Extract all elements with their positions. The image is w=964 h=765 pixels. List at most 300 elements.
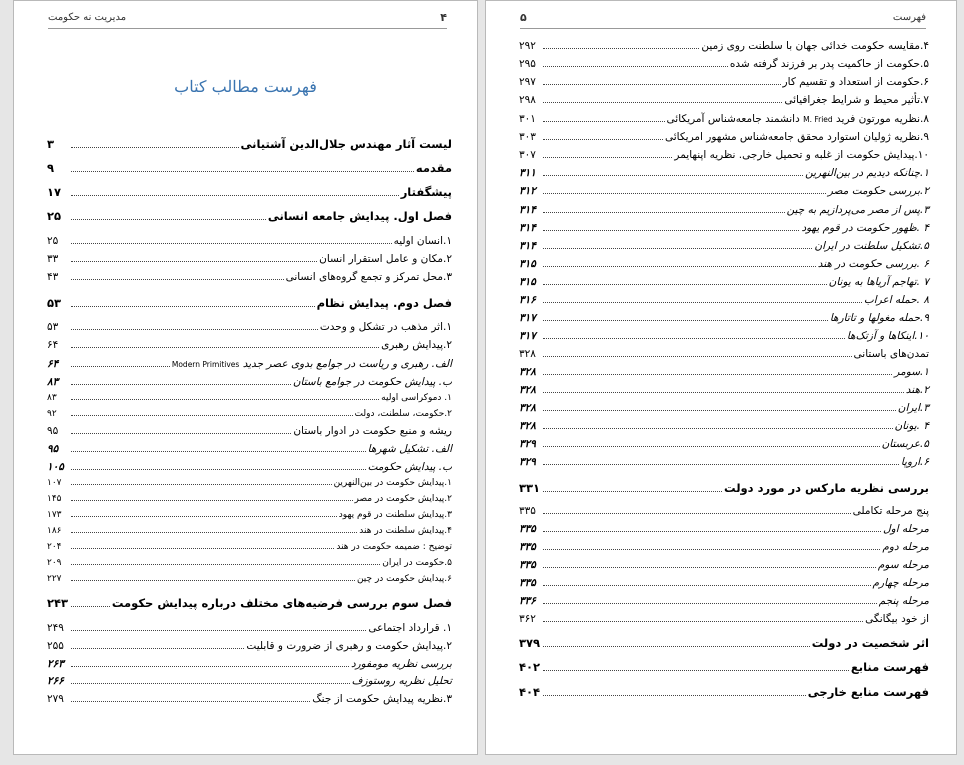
toc-entry-label [828, 184, 929, 198]
toc-entry [519, 612, 929, 626]
toc-entry [47, 596, 452, 610]
toc-entry-page: ۳۲۸ [519, 348, 536, 360]
toc-entry [47, 639, 452, 653]
toc-entry-title: ۵.تشکیل سلطنت در ایران [814, 240, 929, 252]
toc-entry [519, 347, 929, 361]
toc-entry-label [724, 481, 929, 495]
right-page [485, 0, 957, 755]
dot-leader [543, 320, 828, 321]
dot-leader [71, 630, 366, 631]
toc-entry-title: ۱.سومر [894, 366, 929, 378]
dot-leader [71, 683, 350, 684]
dot-leader [71, 433, 291, 434]
toc-entry-page: ۳۳۶ [519, 595, 536, 607]
toc-entry [47, 270, 452, 284]
toc-entry-title: ۴ .ظهور حکومت در قوم یهود [801, 222, 929, 234]
dot-leader [71, 366, 170, 367]
dot-leader [543, 549, 880, 550]
toc-entry-title: ۹.حمله مغولها و تاتارها [829, 312, 929, 324]
toc-entry-page: ۸۳ [47, 376, 59, 388]
toc-entry-page: ۵۳ [47, 321, 59, 333]
toc-entry-title: ب. پیدایش حکومت [367, 461, 452, 473]
toc-entry-label [339, 508, 452, 522]
dot-leader [543, 392, 904, 393]
dot-leader [543, 139, 663, 140]
toc-entry-title: بررسی نظریه مارکس در مورد دولت [724, 481, 929, 495]
toc-entry-title: ۳.محل تمرکز و تجمع گروه‌های انسانی [285, 271, 452, 283]
toc-entry [47, 674, 452, 688]
dot-leader [543, 193, 826, 194]
toc-entry-label [382, 556, 452, 570]
toc-entry [519, 576, 929, 590]
toc-entry-label [357, 572, 452, 586]
toc-entry-page: ۲۴۹ [47, 622, 64, 634]
toc-entry-title: ۱.انسان اولیه [393, 235, 452, 247]
toc-entry-label [246, 639, 452, 653]
toc-entry [519, 522, 929, 536]
toc-entry-title: ۲.هند [905, 384, 929, 396]
toc-entry-title: ۱۰.اینکاها و آزتک‌ها [846, 330, 929, 342]
toc-entry-label [853, 504, 929, 518]
toc-entry-title: ۱.چنانکه دیدیم در بین‌النهرین [805, 167, 929, 179]
toc-entry-label [830, 311, 929, 325]
toc-entry-page: ۱۷ [47, 185, 62, 199]
toc-entry-page: ۲۹۷ [519, 76, 536, 88]
toc-entry-label [665, 130, 929, 144]
toc-entry [519, 112, 929, 127]
toc-entry-page: ۹۲ [47, 409, 57, 419]
toc-entry-label [268, 209, 452, 223]
toc-entry-label [873, 576, 929, 590]
toc-entry [519, 594, 929, 608]
dot-leader [71, 219, 266, 220]
toc-entry-label [312, 692, 452, 706]
toc-entry-label [381, 338, 452, 352]
toc-entry [519, 540, 929, 554]
dot-leader [543, 695, 806, 696]
page-number: ۵ [520, 11, 527, 24]
toc-entry-page: ۳۶۲ [519, 613, 536, 625]
dot-leader [543, 284, 827, 285]
toc-entry-label [293, 375, 452, 389]
dot-leader [71, 347, 379, 348]
toc-entry-title: مرحله پنجم [878, 595, 929, 607]
toc-entry-title: ۲.بررسی حکومت مصر [827, 185, 929, 197]
toc-entry [519, 166, 929, 180]
toc-entry-label [355, 492, 453, 506]
toc-entry-title: اثر شخصیت در دولت [811, 636, 929, 650]
toc-entry-page: ۳۳۱ [519, 481, 541, 495]
toc-entry-label [416, 161, 452, 175]
toc-entry [47, 460, 452, 474]
toc-entry-page: ۹۵ [47, 425, 59, 437]
toc-entry-title: ۴.پیدایش سلطنت در هند [359, 526, 452, 536]
toc-entry-page: ۳۱۲ [519, 185, 536, 197]
toc-entry-page: ۹ [47, 161, 55, 175]
toc-entry-page: ۲۰۹ [47, 558, 62, 568]
toc-entry [47, 621, 452, 635]
toc-entry-title: ۶ .بررسی حکومت در هند [817, 258, 929, 270]
toc-entry-label [112, 596, 452, 610]
toc-entry [47, 161, 452, 175]
toc-entry-title: ۱.اثر مذهب در تشکل و وحدت [319, 321, 452, 333]
dot-leader [543, 410, 896, 411]
dot-leader [543, 531, 881, 532]
toc-entry-page: ۳۷۹ [519, 636, 541, 650]
toc-entry-title: ۳.پس از مصر می‌پردازیم به چین [786, 204, 929, 216]
toc-entry-page: ۲۵ [47, 235, 59, 247]
toc-entry-label [172, 357, 452, 372]
toc-entry-title: ۸.نظریه مورتون فرید [836, 113, 929, 125]
toc-entry [47, 657, 452, 671]
toc-entry [519, 203, 929, 217]
toc-entry-title: تمدن‌های باستانی [853, 348, 929, 360]
dot-leader [543, 356, 852, 357]
toc-entry [519, 39, 929, 53]
toc-entry-page: ۳۳ [47, 253, 59, 265]
toc-entry [519, 636, 929, 650]
toc-entry [47, 391, 452, 405]
toc-entry-title: ۵.حکومت از حاکمیت پدر بر فرزند گرفته شده [729, 58, 929, 70]
toc-entry [47, 424, 452, 438]
toc-entry-page: ۶۴ [47, 358, 59, 370]
toc-entry [47, 338, 452, 352]
toc-entry [519, 257, 929, 271]
dot-leader [543, 585, 871, 586]
toc-entry-label [851, 660, 929, 674]
running-head: فهرست [892, 12, 926, 23]
dot-leader [543, 66, 728, 67]
toc-entry-title: مرحله چهارم [872, 577, 929, 589]
toc-entry [519, 660, 929, 674]
toc-entry-label [879, 594, 929, 608]
toc-entry-title: ۳.پیدایش سلطنت در قوم یهود [338, 510, 452, 520]
dot-leader [543, 374, 892, 375]
toc-entry-title: ۷ .تهاجم آریاها به یونان [828, 276, 929, 288]
toc-entry-page: ۳۲۹ [519, 456, 536, 468]
toc-entry [47, 320, 452, 334]
dot-leader [71, 548, 334, 549]
toc-entry-page: ۳۱۶ [519, 294, 536, 306]
toc-entry-page: ۳۳۵ [519, 523, 536, 535]
toc-entry-title: توضیح : ضمیمه حکومت در هند [336, 542, 452, 552]
toc-entry-title-cont: دانشمند جامعه‌شناس آمریکائی [666, 113, 800, 125]
toc-entry-page: ۳۱۷ [519, 312, 536, 324]
toc-entry-title: ۱۰.پیدایش حکومت از غلبه و تحمیل خارجی. نظریه اپنهایمر [674, 149, 929, 161]
toc-entry-label [319, 252, 452, 266]
toc-entry [519, 130, 929, 144]
toc-entry-title: ۶.پیدایش حکومت در چین [356, 574, 452, 584]
dot-leader [543, 464, 899, 465]
toc-entry [47, 209, 452, 223]
dot-leader [543, 157, 672, 158]
toc-entry-page: ۲۰۴ [47, 542, 62, 552]
dot-leader [71, 580, 355, 581]
dot-leader [543, 621, 863, 622]
toc-entry-page: ۲۵۵ [47, 640, 64, 652]
toc-entry-page: ۲۹۲ [519, 40, 536, 52]
dot-leader [71, 606, 110, 607]
toc-entry-label [317, 296, 452, 310]
dot-leader [71, 399, 379, 400]
toc-entry-label [334, 476, 452, 490]
toc-entry-page: ۶۴ [47, 339, 59, 351]
toc-entry [519, 57, 929, 71]
dot-leader [71, 516, 337, 517]
toc-entry-label [808, 685, 929, 699]
toc-entry [47, 442, 452, 456]
toc-entry-label [730, 57, 929, 71]
toc-entry-label [847, 329, 929, 343]
dot-leader [543, 670, 849, 671]
toc-entry [519, 148, 929, 162]
toc-entry-label [336, 540, 452, 554]
toc-entry-page: ۲۹۵ [519, 58, 536, 70]
toc-entry-latin: Modern Primitives [171, 360, 240, 369]
toc-entry-label [801, 221, 929, 235]
toc-entry-title: مقدمه [415, 161, 452, 175]
toc-entry-title: ۸ .حمله اعراب [863, 294, 929, 306]
page-title: فهرست مطالب کتاب [174, 77, 317, 96]
toc-entry [519, 311, 929, 325]
toc-entry [519, 221, 929, 235]
toc-entry-page: ۳۲۸ [519, 366, 536, 378]
toc-entry-label [895, 419, 930, 433]
toc-list [486, 1, 956, 754]
toc-entry-page: ۳۲۸ [519, 402, 536, 414]
toc-entry-label [878, 558, 929, 572]
toc-entry [519, 329, 929, 343]
toc-entry-title: ۱. دموکراسی اولیه [381, 393, 452, 403]
toc-entry-label [901, 455, 929, 469]
toc-entry-title: مرحله اول [883, 523, 929, 535]
toc-entry-title: ۶.حکومت از استعداد و تقسیم کار [782, 76, 929, 88]
dot-leader [71, 666, 349, 667]
toc-entry [519, 401, 929, 415]
dot-leader [71, 279, 284, 280]
toc-entry [519, 419, 929, 433]
toc-entry-title: ۲.پیدایش حکومت و رهبری از ضرورت و قابلیت [246, 640, 452, 652]
toc-entry-label [368, 460, 452, 474]
toc-entry-page: ۳۱۵ [519, 276, 536, 288]
toc-entry-title: ۴ .یونان [894, 420, 929, 432]
toc-entry-title: ۲.مکان و عامل استقرار انسان [319, 253, 452, 265]
toc-entry-title: فصل اول. پیدایش جامعه انسانی [267, 209, 452, 223]
toc-entry-title: لیست آثار مهندس جلال‌الدین آشتیانی [240, 137, 452, 151]
toc-entry-title: فصل سوم بررسی فرضیه‌های مختلف درباره پیدایش حکومت [111, 596, 452, 610]
dot-leader [71, 261, 317, 262]
toc-entry-title: تحلیل نظریه روستوزف [351, 675, 452, 687]
toc-list [14, 1, 477, 754]
dot-leader [71, 500, 353, 501]
toc-entry-label [883, 522, 929, 536]
toc-entry [47, 234, 452, 248]
toc-entry-label [355, 407, 452, 421]
toc-entry-page: ۱۰۵ [47, 461, 64, 473]
toc-entry [47, 185, 452, 199]
dot-leader [71, 415, 353, 416]
toc-entry-page: ۱۷۳ [47, 510, 62, 520]
toc-entry [47, 137, 452, 151]
toc-entry-page: ۸۳ [47, 393, 57, 403]
toc-entry-title: ۴.مقایسه حکومت خدائی جهان با سلطنت روی زمین [701, 40, 929, 52]
toc-entry-page: ۳۲۸ [519, 420, 536, 432]
toc-entry-title: از خود بیگانگی [865, 613, 929, 625]
left-page [13, 0, 478, 755]
toc-entry-title: ریشه و منبع حکومت در ادوار باستان [293, 425, 452, 437]
dot-leader [543, 603, 877, 604]
toc-entry [47, 556, 452, 570]
dot-leader [71, 701, 310, 702]
toc-entry-page: ۱۰۷ [47, 478, 62, 488]
toc-entry-label [320, 320, 452, 334]
toc-entry-page: ۳۳۵ [519, 577, 536, 589]
dot-leader [71, 243, 392, 244]
toc-entry-page: ۴۰۴ [519, 685, 541, 699]
dot-leader [71, 648, 244, 649]
toc-entry-title: ۱. قرارداد اجتماعی [368, 622, 452, 634]
toc-entry [519, 365, 929, 379]
toc-entry [519, 75, 929, 89]
toc-entry-label [906, 383, 929, 397]
toc-entry-title: الف. تشکیل شهرها [367, 443, 452, 455]
toc-entry [519, 293, 929, 307]
toc-entry-label [894, 365, 929, 379]
toc-entry [519, 685, 929, 699]
dot-leader [543, 646, 810, 647]
toc-entry-label [351, 657, 452, 671]
dot-leader [543, 212, 785, 213]
dot-leader [543, 248, 812, 249]
dot-leader [543, 513, 851, 514]
dot-leader [543, 175, 803, 176]
dot-leader [71, 384, 291, 385]
toc-entry-title: ۵.حکومت در ایران [382, 558, 452, 568]
toc-entry [519, 504, 929, 518]
dot-leader [71, 451, 366, 452]
toc-entry-title: مرحله سوم [877, 559, 929, 571]
toc-entry-page: ۳۱۴ [519, 204, 536, 216]
dot-leader [71, 564, 380, 565]
dot-leader [71, 195, 399, 196]
dot-leader [543, 230, 799, 231]
toc-entry [47, 476, 452, 490]
toc-entry-page: ۲۵ [47, 209, 62, 223]
toc-entry-title: فهرست منابع خارجی [807, 685, 929, 699]
toc-entry-page: ۳۳۵ [519, 541, 536, 553]
dot-leader [543, 121, 665, 122]
toc-entry [47, 492, 452, 506]
toc-entry-page: ۳۳۵ [519, 505, 536, 517]
toc-entry [519, 93, 929, 107]
toc-entry-label [865, 612, 929, 626]
toc-entry-title: ۳.ایران [897, 402, 929, 414]
toc-entry-page: ۳۰۷ [519, 149, 536, 161]
toc-entry-page: ۲۷۹ [47, 693, 64, 705]
toc-entry-label [783, 75, 929, 89]
dot-leader [543, 302, 862, 303]
toc-entry-title: ۳.نظریه پیدایش حکومت از جنگ [312, 693, 452, 705]
dot-leader [71, 329, 318, 330]
toc-entry-label [784, 93, 929, 107]
toc-entry [47, 252, 452, 266]
toc-entry-page: ۲۶۶ [47, 675, 64, 687]
toc-entry-label [286, 270, 452, 284]
toc-entry-label [674, 148, 929, 162]
dot-leader [543, 428, 893, 429]
toc-entry-label [787, 203, 929, 217]
dot-leader [71, 171, 414, 172]
toc-entry-page: ۵۳ [47, 296, 62, 310]
toc-entry-label [359, 524, 452, 538]
dot-leader [71, 484, 332, 485]
toc-entry-label [898, 401, 929, 415]
toc-entry-label [882, 540, 929, 554]
toc-entry-page: ۳۱۴ [519, 222, 536, 234]
toc-entry-label [381, 391, 452, 405]
toc-entry [47, 508, 452, 522]
toc-entry-page: ۳۱۴ [519, 240, 536, 252]
toc-entry-title: پنج مرحله تکاملی [852, 505, 929, 517]
toc-entry-title: ۵.عربستان [881, 438, 929, 450]
toc-entry-title: فهرست منابع [850, 660, 929, 674]
toc-entry-label [805, 166, 929, 180]
toc-entry-page: ۱۴۵ [47, 494, 62, 504]
toc-entry [47, 540, 452, 554]
toc-entry-label [401, 185, 452, 199]
toc-entry-title: پیشگفتار [400, 185, 452, 199]
dot-leader [71, 469, 366, 470]
toc-entry-page: ۴۳ [47, 271, 59, 283]
toc-entry [519, 184, 929, 198]
toc-entry-page: ۲۶۳ [47, 658, 64, 670]
toc-entry-label [241, 137, 453, 151]
page-number: ۴ [440, 11, 447, 24]
toc-entry-title: ۲.پیدایش رهبری [381, 339, 452, 351]
toc-entry [519, 481, 929, 495]
toc-entry-page: ۲۴۳ [47, 596, 69, 610]
dot-leader [71, 306, 315, 307]
dot-leader [543, 446, 880, 447]
toc-entry-page: ۳۱۱ [519, 167, 536, 179]
toc-entry [519, 239, 929, 253]
toc-entry [47, 375, 452, 389]
toc-entry-page: ۱۸۶ [47, 526, 62, 536]
running-head: مدیریت نه حکومت [48, 12, 127, 23]
toc-entry-label [701, 39, 929, 53]
toc-entry-title: ب. پیدایش حکومت در جوامع باستان [292, 376, 452, 388]
toc-entry [519, 275, 929, 289]
dot-leader [543, 102, 782, 103]
toc-entry-title: ۲.حکومت، سلطنت، دولت [354, 409, 452, 419]
toc-entry-label [814, 239, 929, 253]
toc-entry-title: ۲.پیدایش حکومت در مصر [354, 494, 452, 504]
toc-entry-title: ۷.تأثیر محیط و شرایط جغرافیائی [784, 94, 929, 106]
dot-leader [543, 84, 781, 85]
dot-leader [543, 266, 816, 267]
toc-entry-page: ۴۰۲ [519, 660, 541, 674]
toc-entry-title: بررسی نظریه مومفورد [350, 658, 452, 670]
toc-entry-label [368, 621, 452, 635]
toc-entry-page: ۳۱۵ [519, 258, 536, 270]
toc-entry-title: فصل دوم. پیدایش نظام [316, 296, 452, 310]
toc-entry-label [818, 257, 929, 271]
toc-entry-page: ۳۳۵ [519, 559, 536, 571]
toc-entry-latin: M. Fried [803, 115, 833, 124]
toc-entry-title: ۶.اروپا [900, 456, 929, 468]
dot-leader [543, 338, 845, 339]
dot-leader [71, 147, 239, 148]
